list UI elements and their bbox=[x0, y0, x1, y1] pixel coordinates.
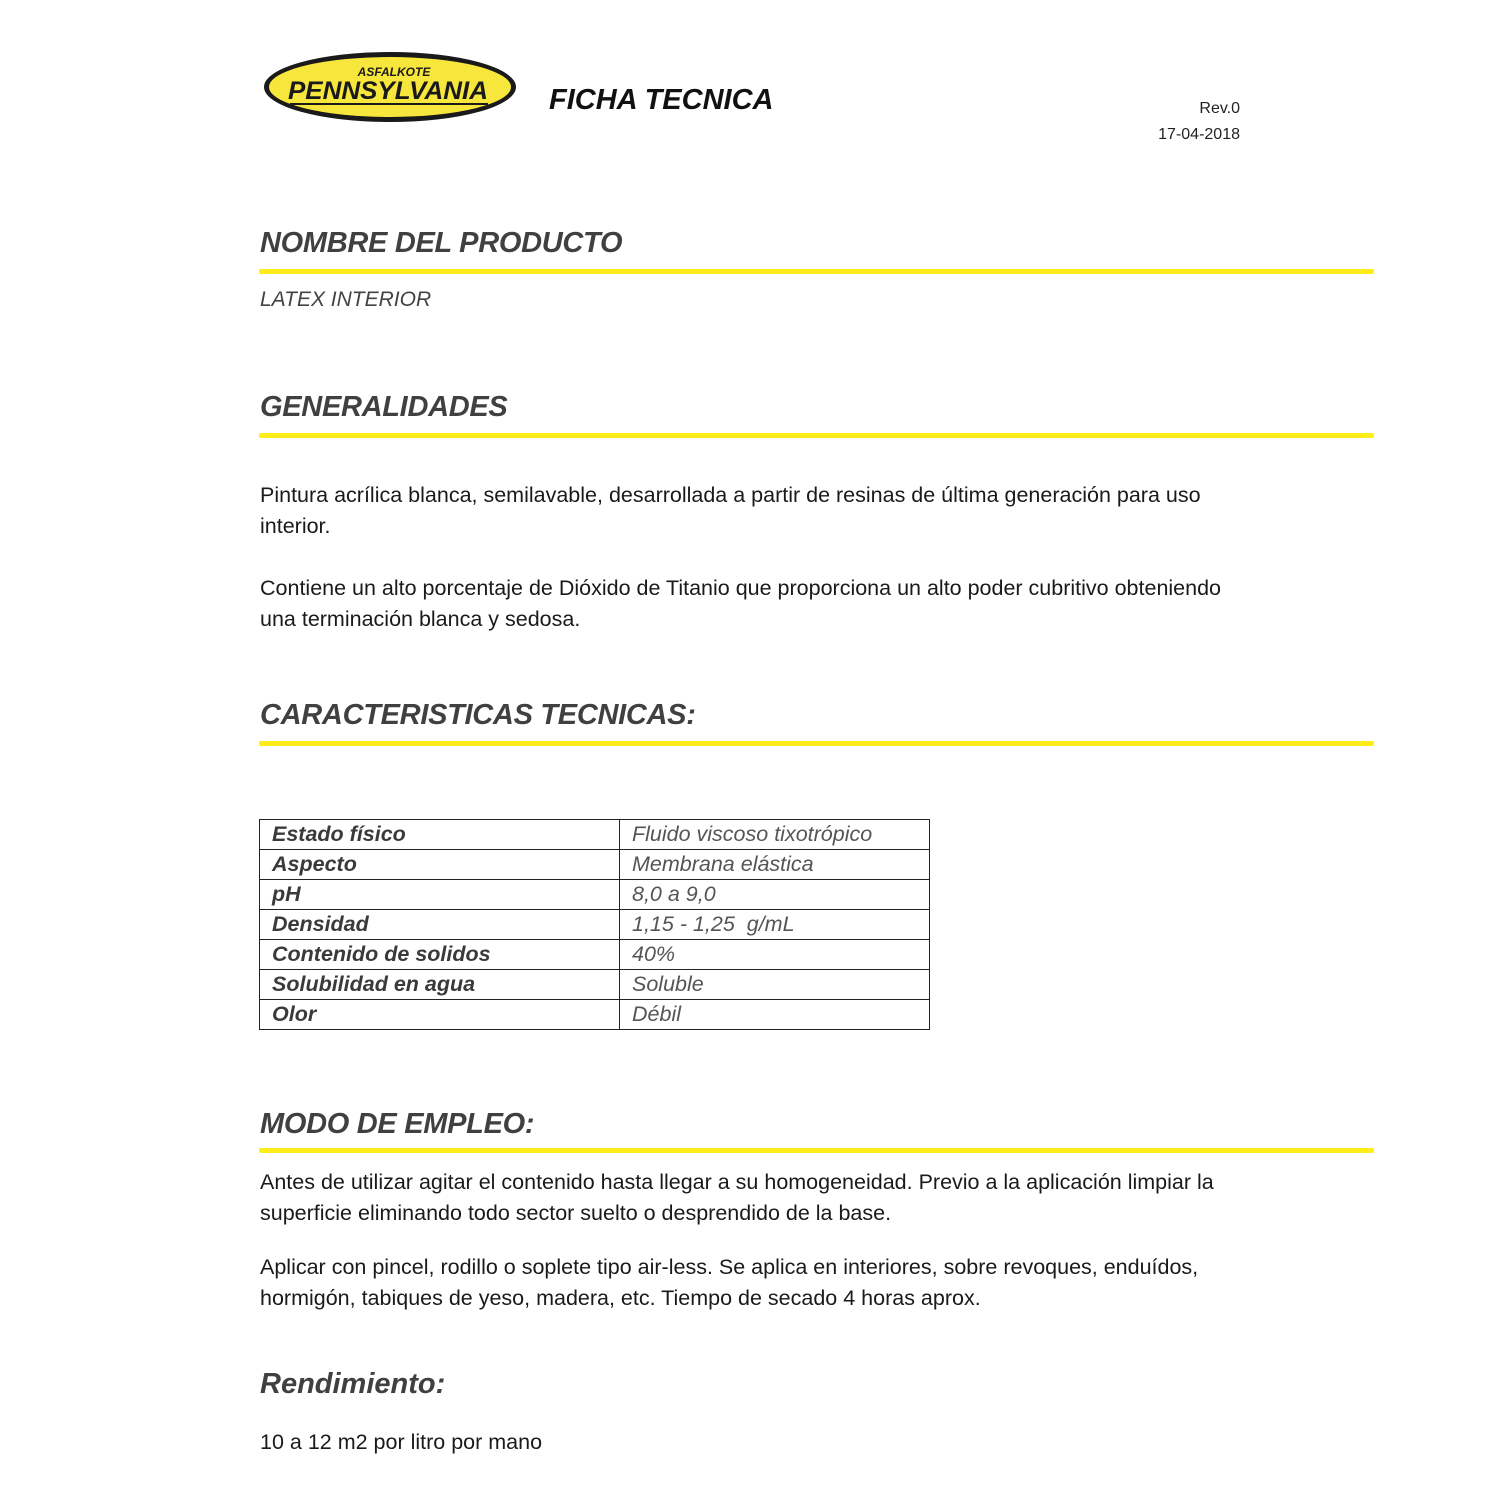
spec-value: 40% bbox=[620, 940, 930, 970]
table-row bbox=[260, 910, 930, 940]
table-row bbox=[260, 1000, 930, 1030]
yield-heading: Rendimiento: bbox=[260, 1368, 446, 1400]
spec-property: Contenido de solidos bbox=[260, 940, 620, 970]
section-divider bbox=[259, 1148, 1374, 1153]
table-row bbox=[260, 940, 930, 970]
spec-value: 1,15 - 1,25 g/mL bbox=[620, 910, 930, 940]
table-row bbox=[260, 880, 930, 910]
section-divider bbox=[259, 269, 1374, 274]
logo-brand-text: PENNSYLVANIA bbox=[288, 77, 488, 105]
revision-label: Rev.0 bbox=[1199, 100, 1240, 117]
spec-value: 8,0 a 9,0 bbox=[620, 880, 930, 910]
spec-property: Estado físico bbox=[260, 820, 620, 850]
logo-small-text: ASFALKOTE bbox=[357, 65, 431, 79]
general-paragraph: Contiene un alto porcentaje de Dióxido de Titanio que proporciona un alto poder cubritivo obteniendo una terminación blanca y sedosa. bbox=[260, 576, 1222, 631]
table-row bbox=[260, 850, 930, 880]
usage-heading: MODO DE EMPLEO: bbox=[260, 1108, 535, 1140]
spec-value: Membrana elástica bbox=[620, 850, 930, 880]
usage-paragraph: Antes de utilizar agitar el contenido hasta llegar a su homogeneidad. Previo a la aplicación limpiar la superficie eliminando todo sector suelto o desprendido de la base. bbox=[260, 1170, 1214, 1225]
table-row bbox=[260, 820, 930, 850]
section-divider bbox=[259, 433, 1374, 438]
brand-logo bbox=[262, 50, 518, 124]
spec-property: Olor bbox=[260, 1000, 620, 1030]
spec-property: Aspecto bbox=[260, 850, 620, 880]
section-divider bbox=[259, 741, 1374, 746]
spec-property: Solubilidad en agua bbox=[260, 970, 620, 1000]
yield-value: 10 a 12 m2 por litro por mano bbox=[260, 1430, 543, 1454]
revision-block bbox=[1120, 96, 1240, 148]
technical-specs-table bbox=[259, 819, 930, 1030]
spec-property: pH bbox=[260, 880, 620, 910]
logo-emblem bbox=[262, 50, 518, 124]
usage-paragraph: Aplicar con pincel, rodillo o soplete tipo air-less. Se aplica en interiores, sobre revoques, enduídos, hormigón, tabiques de yeso, madera, etc. Tiempo de secado 4 horas aprox. bbox=[260, 1255, 1199, 1310]
technical-heading: CARACTERISTICAS TECNICAS: bbox=[260, 699, 696, 731]
general-paragraph: Pintura acrílica blanca, semilavable, desarrollada a partir de resinas de última generación para uso interior. bbox=[260, 483, 1201, 538]
spec-value: Soluble bbox=[620, 970, 930, 1000]
product-name-heading: NOMBRE DEL PRODUCTO bbox=[260, 227, 623, 259]
spec-property: Densidad bbox=[260, 910, 620, 940]
spec-value: Débil bbox=[620, 1000, 930, 1030]
general-heading: GENERALIDADES bbox=[260, 391, 508, 423]
spec-value: Fluido viscoso tixotrópico bbox=[620, 820, 930, 850]
document-title: FICHA TECNICA bbox=[549, 84, 774, 116]
product-name-value: LATEX INTERIOR bbox=[260, 288, 432, 311]
table-row bbox=[260, 970, 930, 1000]
revision-date: 17-04-2018 bbox=[1158, 126, 1240, 143]
